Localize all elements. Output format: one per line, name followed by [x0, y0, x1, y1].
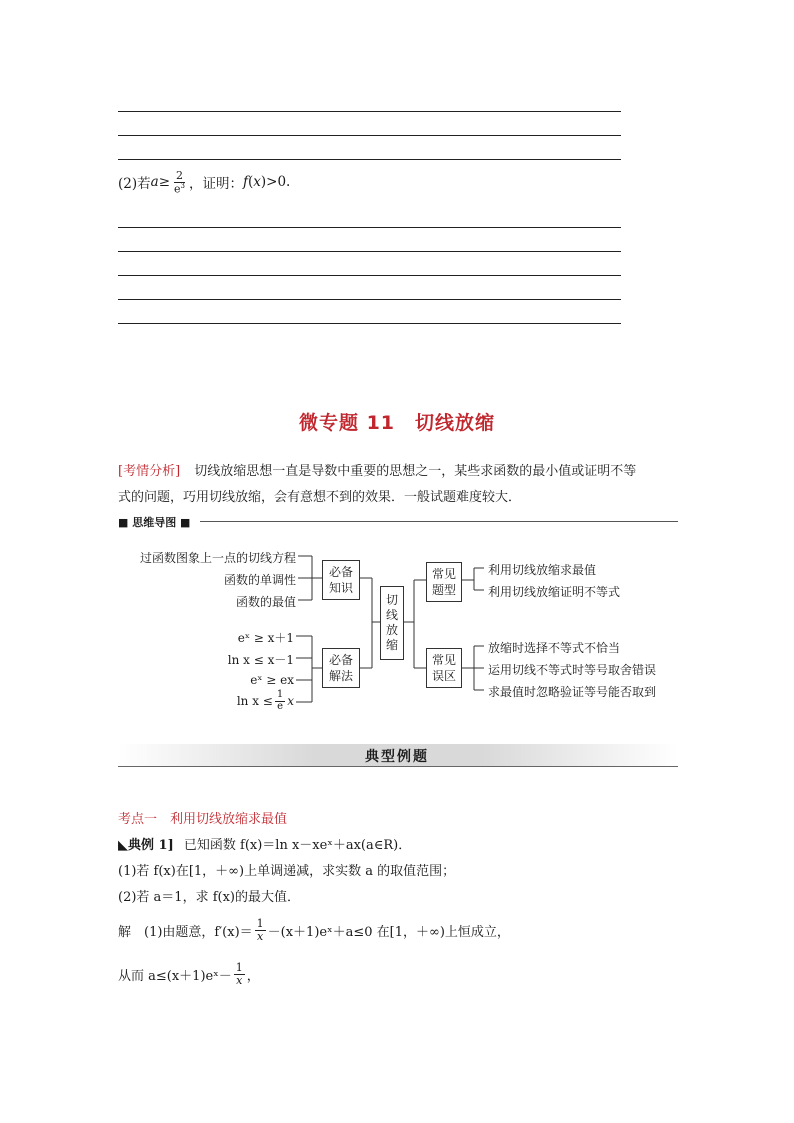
box-label: 切 线 放 缩 [385, 593, 398, 652]
solution-line-1 [118, 918, 510, 942]
box-common-types [426, 562, 462, 602]
example-label-text: 典例 1 [128, 838, 168, 853]
solution-lead: 解 (1)由题意，f′(x)＝ [118, 924, 253, 940]
solution-line2-lead: 从而 a≤(x＋1)eˣ－ [118, 968, 232, 984]
page-title: 微专题 11 切线放缩 [298, 412, 496, 434]
mindmap-formula: eˣ ≥ ex [250, 673, 294, 687]
open-paren: ( [247, 174, 254, 191]
var-a: a [150, 174, 159, 191]
mindmap-section-label: ■ 思维导图 ■ [118, 514, 194, 530]
box-required-knowledge [322, 560, 360, 600]
part2-label: (2)若 [118, 176, 151, 193]
analysis-label: [考情分析] [118, 464, 181, 479]
analysis-text-1: 切线放缩思想一直是导数中重要的思想之一，某些求函数的最小值或证明不等 [194, 464, 637, 479]
fraction-denominator: e [277, 700, 283, 712]
fraction [255, 918, 266, 942]
mindmap-item: 利用切线放缩求最值 [488, 563, 597, 577]
fraction-numerator: 1 [256, 917, 264, 930]
example-label: ◣典例 1] [118, 838, 174, 853]
part2-text: ，证明： [188, 176, 243, 193]
topic-heading: 考点一 利用切线放缩求最值 [118, 812, 288, 827]
box-label: 必备 解法 [328, 653, 353, 683]
fraction [234, 962, 245, 986]
fraction-numerator: 1 [276, 689, 284, 700]
fraction-numerator: 2 [175, 169, 183, 182]
solution-mid: －(x＋1)eˣ＋a≤0 在[1，＋∞)上恒成立， [267, 924, 510, 940]
box-required-methods [322, 648, 360, 688]
fraction-numerator: 1 [235, 961, 243, 974]
fraction [275, 690, 285, 712]
mindmap-item: 过函数图象上一点的切线方程 [139, 551, 296, 565]
part2-tail: )>0. [260, 174, 291, 191]
banner-title: 典型例题 [365, 749, 429, 765]
ln-formula-lead: ln x ≤ [236, 694, 273, 708]
var-x: x [253, 174, 261, 191]
var-x: x [287, 694, 294, 708]
analysis-line-2: 式的问题，巧用切线放缩，会有意想不到的效果．一般试题难度较大． [118, 490, 522, 505]
mindmap-formula: eˣ ≥ x＋1 [237, 631, 294, 645]
geq-sign: ≥ [158, 174, 170, 191]
denominator-exponent: 3 [180, 181, 185, 190]
example-q2: (2)若 a＝1，求 f(x)的最大值． [118, 890, 300, 905]
denominator-base: e [174, 182, 181, 196]
box-label: 常见 误区 [431, 653, 456, 683]
solution-line-2 [118, 962, 260, 986]
box-center-topic [380, 586, 404, 660]
banner-underline [118, 766, 678, 767]
mindmap-item: 函数的最值 [235, 595, 296, 609]
example-stem-line [118, 834, 411, 853]
fraction-denominator: x [257, 929, 264, 943]
mindmap-item: 放缩时选择不等式不恰当 [488, 641, 621, 655]
mindmap-item: 函数的单调性 [223, 573, 296, 587]
func-f: f [242, 174, 248, 191]
fraction-denominator: x [236, 973, 243, 987]
mindmap-formula [237, 690, 294, 712]
example-stem: 已知函数 f(x)＝ln x－xeˣ＋ax(a∈R)． [183, 838, 412, 853]
mindmap-item: 求最值时忽略验证等号能否取到 [488, 685, 657, 699]
box-common-mistakes [426, 648, 462, 688]
mindmap-item: 运用切线不等式时等号取舍错误 [488, 663, 657, 677]
mindmap-formula: ln x ≤ x－1 [227, 653, 294, 667]
example-q1: (1)若 f(x)在[1，＋∞)上单调递减，求实数 a 的取值范围； [118, 864, 456, 879]
example-marker-icon: ◣ [118, 838, 128, 853]
mindmap-item: 利用切线放缩证明不等式 [488, 585, 621, 599]
solution-line2-tail: ， [246, 968, 260, 984]
box-label: 必备 知识 [328, 565, 353, 595]
box-label: 常见 题型 [431, 567, 456, 597]
